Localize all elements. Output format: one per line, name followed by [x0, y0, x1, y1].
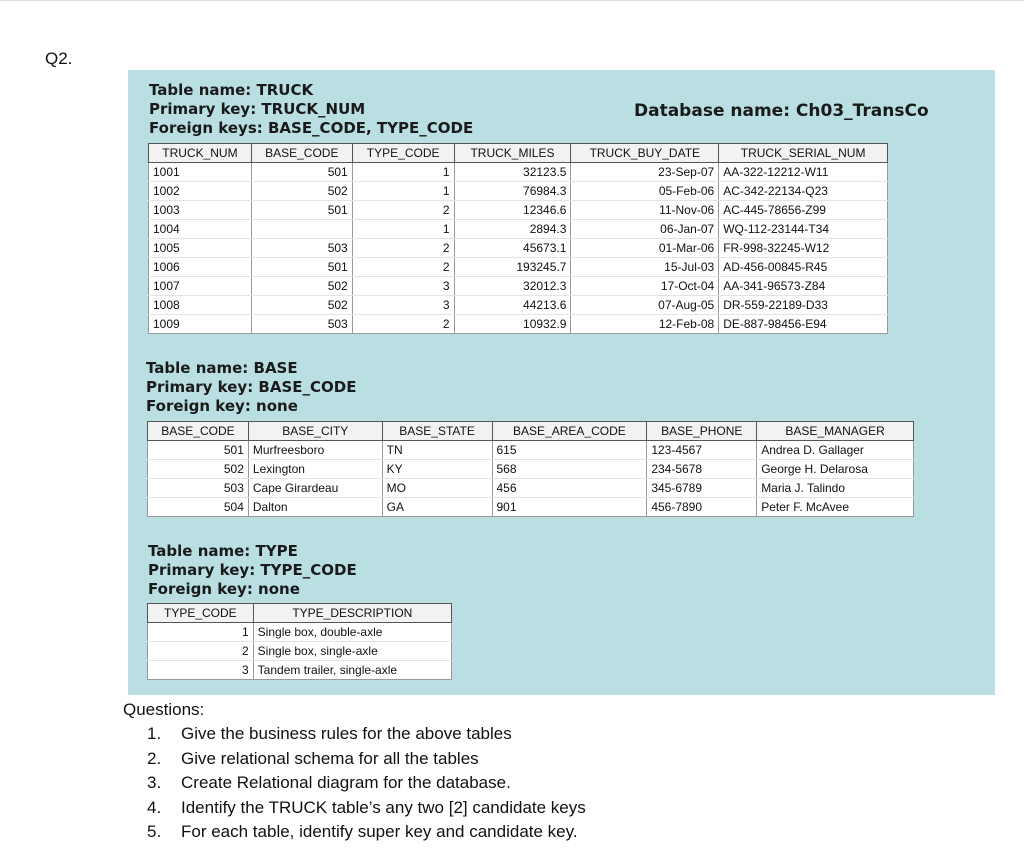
column-header: TRUCK_SERIAL_NUM: [719, 144, 888, 163]
table-cell: 32123.5: [454, 163, 571, 182]
question-item: [123, 747, 586, 772]
question-number: 3.: [147, 773, 162, 793]
table-cell: Andrea D. Gallager: [757, 441, 914, 460]
table-cell: Cape Girardeau: [248, 479, 382, 498]
truck-table-header-row: [149, 144, 888, 163]
table-cell: AC-445-78656-Z99: [719, 201, 888, 220]
type-foreign-key: Foreign key: none: [148, 580, 300, 598]
table-cell: 501: [251, 258, 352, 277]
table-cell: 1004: [149, 220, 252, 239]
table-cell: 502: [251, 296, 352, 315]
table-cell: 2: [352, 239, 454, 258]
table-cell: Single box, single-axle: [253, 642, 451, 661]
table-cell: 1: [148, 623, 254, 642]
table-cell: WQ-112-23144-T34: [719, 220, 888, 239]
table-cell: AA-341-96573-Z84: [719, 277, 888, 296]
table-cell: 501: [148, 441, 249, 460]
base-table-row: [148, 479, 914, 498]
column-header: TYPE_DESCRIPTION: [253, 604, 451, 623]
table-cell: DE-887-98456-E94: [719, 315, 888, 334]
table-cell: Peter F. McAvee: [757, 498, 914, 517]
table-cell: 1007: [149, 277, 252, 296]
column-header: BASE_CITY: [248, 422, 382, 441]
base-table-header-row: [148, 422, 914, 441]
question-label: Q2.: [45, 49, 73, 68]
table-cell: 01-Mar-06: [571, 239, 719, 258]
table-cell: 07-Aug-05: [571, 296, 719, 315]
question-text: Create Relational diagram for the database.: [181, 773, 511, 793]
base-foreign-key: Foreign key: none: [146, 397, 298, 415]
table-cell: AA-322-12212-W11: [719, 163, 888, 182]
question-text: For each table, identify super key and candidate key.: [181, 822, 578, 842]
table-cell: 05-Feb-06: [571, 182, 719, 201]
table-cell: 1005: [149, 239, 252, 258]
questions-title: Questions:: [123, 700, 205, 719]
table-cell: 502: [148, 460, 249, 479]
truck-table-name: Table name: TRUCK: [149, 81, 314, 99]
table-cell: 503: [148, 479, 249, 498]
truck-table-row: [149, 239, 888, 258]
table-cell: 44213.6: [454, 296, 571, 315]
column-header: TRUCK_BUY_DATE: [571, 144, 719, 163]
type-table-row: [148, 623, 452, 642]
table-cell: 23-Sep-07: [571, 163, 719, 182]
base-table-row: [148, 441, 914, 460]
table-cell: AC-342-22134-Q23: [719, 182, 888, 201]
type-table-header: [148, 542, 357, 599]
table-cell: 1: [352, 182, 454, 201]
table-cell: 2894.3: [454, 220, 571, 239]
table-cell: 568: [492, 460, 647, 479]
truck-table-row: [149, 315, 888, 334]
column-header: BASE_MANAGER: [757, 422, 914, 441]
question-item: [123, 820, 586, 845]
questions-list: [123, 722, 586, 845]
table-cell: Maria J. Talindo: [757, 479, 914, 498]
table-cell: George H. Delarosa: [757, 460, 914, 479]
column-header: TRUCK_NUM: [149, 144, 252, 163]
truck-table-row: [149, 182, 888, 201]
type-table-row: [148, 642, 452, 661]
table-cell: Lexington: [248, 460, 382, 479]
base-table-row: [148, 498, 914, 517]
table-cell: 1003: [149, 201, 252, 220]
base-table-name: Table name: BASE: [146, 359, 298, 377]
table-cell: 501: [251, 163, 352, 182]
table-cell: DR-559-22189-D33: [719, 296, 888, 315]
table-cell: 3: [352, 277, 454, 296]
type-table-row: [148, 661, 452, 680]
table-cell: 1008: [149, 296, 252, 315]
table-cell: 2: [352, 315, 454, 334]
table-cell: AD-456-00845-R45: [719, 258, 888, 277]
table-cell: 501: [251, 201, 352, 220]
table-cell: MO: [382, 479, 492, 498]
table-cell: 1: [352, 220, 454, 239]
truck-table-header: [149, 81, 473, 138]
question-item: [123, 722, 586, 747]
table-cell: Tandem trailer, single-axle: [253, 661, 451, 680]
table-cell: 45673.1: [454, 239, 571, 258]
table-cell: 615: [492, 441, 647, 460]
truck-table-row: [149, 296, 888, 315]
question-text: Identify the TRUCK table’s any two [2] candidate keys: [181, 797, 586, 817]
question-number: 5.: [147, 822, 162, 842]
schema-figure: [128, 70, 995, 695]
table-cell: 234-5678: [647, 460, 757, 479]
table-cell: 12346.6: [454, 201, 571, 220]
table-cell: Single box, double-axle: [253, 623, 451, 642]
table-cell: 503: [251, 315, 352, 334]
table-cell: 504: [148, 498, 249, 517]
table-cell: 1006: [149, 258, 252, 277]
base-table-header: [146, 359, 356, 416]
table-cell: 502: [251, 277, 352, 296]
table-cell: 2: [352, 201, 454, 220]
table-cell: 3: [148, 661, 254, 680]
column-header: BASE_CODE: [148, 422, 249, 441]
table-cell: 345-6789: [647, 479, 757, 498]
table-cell: [251, 220, 352, 239]
table-cell: 502: [251, 182, 352, 201]
table-cell: 17-Oct-04: [571, 277, 719, 296]
table-cell: 1002: [149, 182, 252, 201]
table-cell: 06-Jan-07: [571, 220, 719, 239]
type-primary-key: Primary key: TYPE_CODE: [148, 561, 357, 579]
type-table-name: Table name: TYPE: [148, 542, 298, 560]
base-primary-key: Primary key: BASE_CODE: [146, 378, 357, 396]
table-cell: 456: [492, 479, 647, 498]
column-header: BASE_STATE: [382, 422, 492, 441]
truck-table-row: [149, 258, 888, 277]
column-header: BASE_PHONE: [647, 422, 757, 441]
table-cell: TN: [382, 441, 492, 460]
column-header: TYPE_CODE: [148, 604, 254, 623]
truck-table-row: [149, 163, 888, 182]
question-text: Give the business rules for the above tables: [181, 724, 512, 743]
table-cell: 123-4567: [647, 441, 757, 460]
table-cell: 32012.3: [454, 277, 571, 296]
table-cell: 1009: [149, 315, 252, 334]
table-cell: 193245.7: [454, 258, 571, 277]
base-table-row: [148, 460, 914, 479]
column-header: BASE_AREA_CODE: [492, 422, 647, 441]
table-cell: 10932.9: [454, 315, 571, 334]
database-name: Database name: Ch03_TransCo: [634, 101, 929, 121]
table-cell: FR-998-32245-W12: [719, 239, 888, 258]
table-cell: 901: [492, 498, 647, 517]
question-text: Give relational schema for all the tables: [181, 748, 479, 768]
table-cell: KY: [382, 460, 492, 479]
truck-primary-key: Primary key: TRUCK_NUM: [149, 100, 366, 118]
base-table: [147, 421, 914, 517]
table-cell: 456-7890: [647, 498, 757, 517]
truck-table: [148, 143, 888, 334]
question-number: 1.: [147, 724, 162, 743]
table-cell: Dalton: [248, 498, 382, 517]
table-cell: 1001: [149, 163, 252, 182]
truck-table-row: [149, 220, 888, 239]
table-cell: 15-Jul-03: [571, 258, 719, 277]
table-cell: 12-Feb-08: [571, 315, 719, 334]
question-number: 4.: [147, 797, 162, 817]
table-cell: 2: [148, 642, 254, 661]
type-table-header-row: [148, 604, 452, 623]
questions-section: [123, 698, 586, 845]
question-number: 2.: [147, 748, 162, 768]
column-header: TYPE_CODE: [352, 144, 454, 163]
table-cell: 11-Nov-06: [571, 201, 719, 220]
table-cell: Murfreesboro: [248, 441, 382, 460]
column-header: BASE_CODE: [251, 144, 352, 163]
table-cell: 2: [352, 258, 454, 277]
column-header: TRUCK_MILES: [454, 144, 571, 163]
table-cell: 503: [251, 239, 352, 258]
table-cell: 76984.3: [454, 182, 571, 201]
question-item: [123, 796, 586, 821]
table-cell: 1: [352, 163, 454, 182]
truck-foreign-keys: Foreign keys: BASE_CODE, TYPE_CODE: [149, 119, 474, 137]
type-table: [147, 603, 452, 680]
table-cell: 3: [352, 296, 454, 315]
table-cell: GA: [382, 498, 492, 517]
truck-table-row: [149, 201, 888, 220]
question-item: [123, 771, 586, 796]
truck-table-row: [149, 277, 888, 296]
top-divider: [0, 0, 1024, 1]
